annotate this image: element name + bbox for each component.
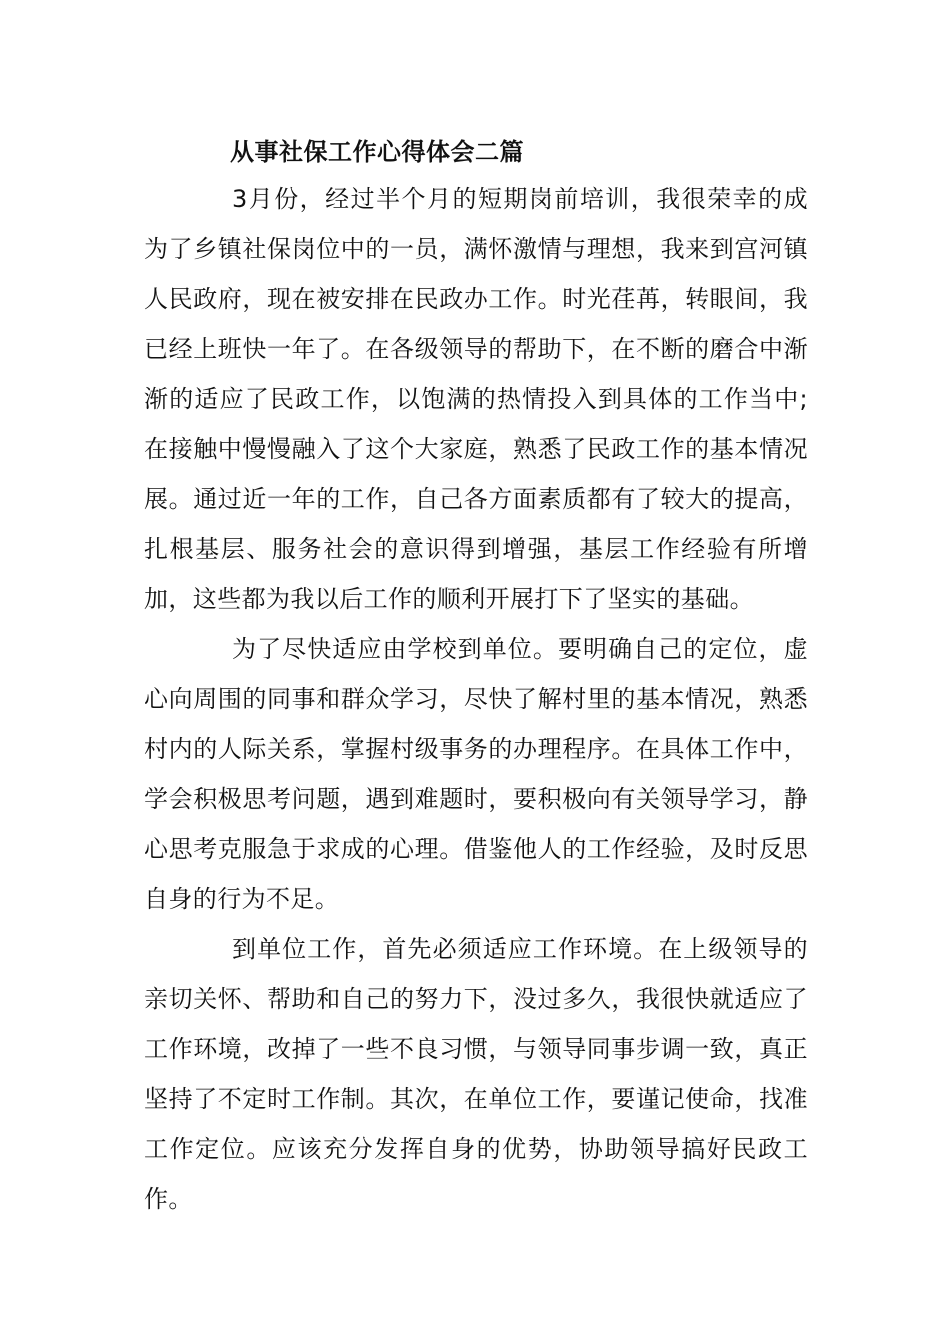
paragraph-1: 3月份，经过半个月的短期岗前培训，我很荣幸的成为了乡镇社保岗位中的一员，满怀激情与理想，我来到宫河镇人民政府，现在被安排在民政办工作。时光荏苒，转眼间，我已经上班快一年了。在各级领导的帮助下，在不断的磨合中渐渐的适应了民政工作，以饱满的热情投入到具体的工作当中;在接触中慢慢融入了这个大家庭，熟悉了民政工作的基本情况展。通过近一年的工作，自己各方面素质都有了较大的提高，扎根基层、服务社会的意识得到增强，基层工作经验有所增加，这些都为我以后工作的顺利开展打下了坚实的基础。: [144, 185, 808, 613]
document-title: 从事社保工作心得体会二篇: [230, 138, 524, 166]
document-body: [144, 130, 808, 1224]
paragraph-2: 为了尽快适应由学校到单位。要明确自己的定位，虚心向周围的同事和群众学习，尽快了解村里的基本情况，熟悉村内的人际关系，掌握村级事务的办理程序。在具体工作中，学会积极思考问题，遇到难题时，要积极向有关领导学习，静心思考克服急于求成的心理。借鉴他人的工作经验，及时反思自身的行为不足。: [144, 635, 808, 913]
paragraph-3: 到单位工作，首先必须适应工作环境。在上级领导的亲切关怀、帮助和自己的努力下，没过多久，我很快就适应了工作环境，改掉了一些不良习惯，与领导同事步调一致，真正坚持了不定时工作制。其次，在单位工作，要谨记使命，找准工作定位。应该充分发挥自身的优势，协助领导搞好民政工作。: [144, 935, 808, 1213]
